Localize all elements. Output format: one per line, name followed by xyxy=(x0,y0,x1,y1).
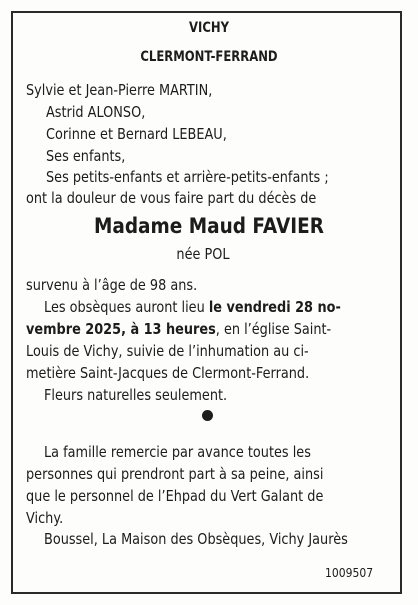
funeral-date-time: vembre 2025, à 13 heures xyxy=(26,320,216,338)
thanks-line: personnes qui prendront part à sa peine, ainsi xyxy=(26,465,324,483)
family-line: Astrid ALONSO, xyxy=(46,103,146,121)
announcement-line: ont la douleur de vous faire part du décès de xyxy=(26,189,317,207)
funeral-line xyxy=(44,298,391,316)
family-line: Ses enfants, xyxy=(46,147,126,165)
thanks-line: La famille remercie par avance toutes les xyxy=(44,443,311,461)
funeral-line: metière Saint-Jacques de Clermont-Ferrand. xyxy=(26,364,310,382)
funeral-line: Louis de Vichy, suivie de l’inhumation au ci- xyxy=(26,342,309,360)
flowers-line: Fleurs naturelles seulement. xyxy=(44,386,228,404)
family-line: Sylvie et Jean-Pierre MARTIN, xyxy=(26,81,213,99)
header-city-vichy: VICHY xyxy=(189,20,229,36)
funeral-text: Les obsèques auront lieu xyxy=(44,298,209,316)
thanks-line: Vichy. xyxy=(26,509,64,527)
family-line: Corinne et Bernard LEBEAU, xyxy=(46,125,227,143)
age-line: survenu à l’âge de 98 ans. xyxy=(26,276,198,294)
maiden-name: née POL xyxy=(176,245,230,263)
bullet-separator xyxy=(202,410,213,421)
reference-number: 1009507 xyxy=(325,566,374,580)
family-line: Ses petits-enfants et arrière-petits-enfants ; xyxy=(46,168,329,186)
funeral-text: , en l’église Saint- xyxy=(215,320,332,338)
header-city-clermont: CLERMONT-FERRAND xyxy=(140,49,278,65)
funeral-home: Boussel, La Maison des Obsèques, Vichy Jaurès xyxy=(44,530,348,548)
funeral-line xyxy=(26,320,373,338)
deceased-name: Madame Maud FAVIER xyxy=(93,214,325,238)
funeral-date: le vendredi 28 no- xyxy=(208,298,341,316)
thanks-line: que le personnel de l’Ehpad du Vert Galant de xyxy=(26,487,324,505)
